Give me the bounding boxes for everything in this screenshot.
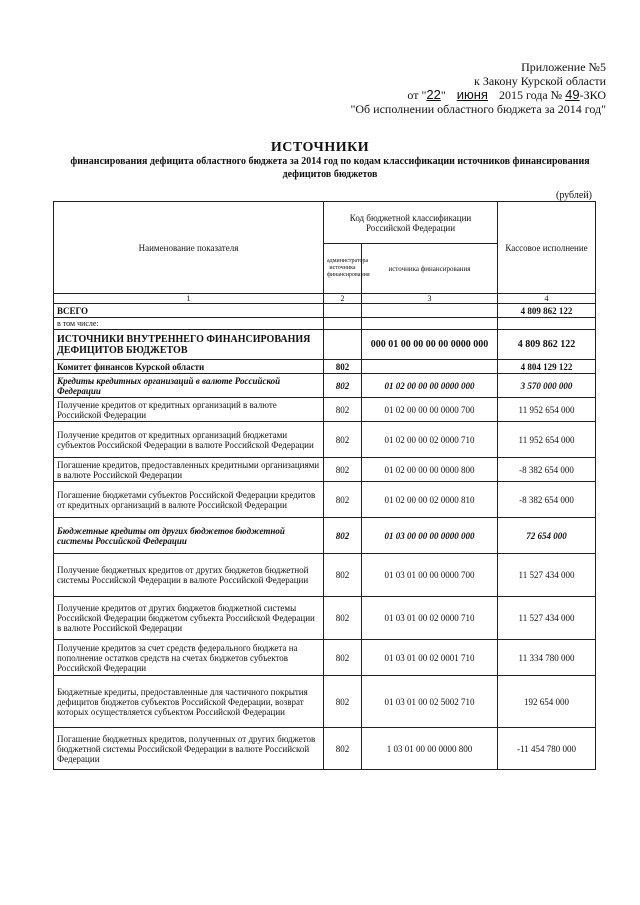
row-admin-code: 802	[324, 597, 362, 640]
sources-table	[53, 201, 596, 770]
row-value: 3 570 000 000	[498, 374, 596, 398]
row-value: 4 809 862 122	[498, 330, 596, 360]
row-admin-code: 802	[324, 554, 362, 597]
row-source-code: 01 02 00 00 02 0000 810	[362, 482, 498, 518]
row-admin-code: 802	[324, 422, 362, 458]
row-value: -8 382 654 000	[498, 482, 596, 518]
row-admin-code: 802	[324, 728, 362, 770]
header-code-group: Код бюджетной классификации Российской Федерации	[324, 202, 498, 244]
table-row	[54, 422, 596, 458]
row-name: Получение кредитов от кредитных организаций бюджетами субъектов Российской Федерации в валюте Российской Федерации	[54, 422, 324, 458]
table-row	[54, 330, 596, 360]
row-name: Кредиты кредитных организаций в валюте Российской Федерации	[54, 374, 324, 398]
row-source-code: 000 01 00 00 00 00 0000 000	[362, 330, 498, 360]
row-name: Погашение кредитов, предоставленных кредитными организациями в валюте Российской Федерации	[54, 458, 324, 482]
row-name: Получение кредитов от кредитных организаций в валюте Российской Федерации	[54, 398, 324, 422]
annex-law-title: "Об исполнении областного бюджета за 2014 год"	[350, 102, 606, 116]
annex-law-number: 49	[565, 87, 580, 102]
row-admin-code: 802	[324, 482, 362, 518]
row-admin-code: 802	[324, 518, 362, 554]
row-source-code: 01 03 01 00 02 0001 710	[362, 640, 498, 676]
row-value	[498, 318, 596, 330]
header-source: источника финансирования	[362, 244, 498, 294]
header-name: Наименование показателя	[54, 202, 324, 294]
row-value: 4 809 862 122	[498, 304, 596, 318]
annex-month: июня	[456, 87, 488, 102]
row-name: Погашение бюджетных кредитов, полученных от других бюджетов бюджетной системы Российской Федерации в валюте Российской Федерации	[54, 728, 324, 770]
row-value: 72 654 000	[498, 518, 596, 554]
column-numbers-row: 1 2 3 4	[54, 294, 596, 304]
row-name: в том числе:	[54, 318, 324, 330]
row-source-code: 01 03 01 00 02 5002 710	[362, 676, 498, 728]
row-value: 11 952 654 000	[498, 398, 596, 422]
header-admin: администратора источника финансирования	[324, 244, 362, 294]
row-admin-code: 802	[324, 360, 362, 374]
row-value: -11 454 780 000	[498, 728, 596, 770]
row-admin-code	[324, 304, 362, 318]
row-value: 192 654 000	[498, 676, 596, 728]
table-row	[54, 318, 596, 330]
row-name: ВСЕГО	[54, 304, 324, 318]
units-label: (рублей)	[555, 190, 592, 201]
row-admin-code: 802	[324, 458, 362, 482]
row-admin-code: 802	[324, 640, 362, 676]
table-row	[54, 728, 596, 770]
row-name: Бюджетные кредиты, предоставленные для частичного покрытия дефицитов бюджетов субъектов Российской Федерации, возврат которых осуществляется субъектом Российской Федерации	[54, 676, 324, 728]
row-name: Комитет финансов Курской области	[54, 360, 324, 374]
row-value: 11 527 434 000	[498, 597, 596, 640]
document-title: ИСТОЧНИКИ	[270, 140, 370, 155]
annex-day: 22	[426, 87, 441, 102]
document-subtitle: финансирования дефицита областного бюджета за 2014 год по кодам классификации источников финансирования дефицитов бюджетов	[70, 156, 590, 180]
row-source-code	[362, 318, 498, 330]
annex-date-line: от "22" июня 2015 года № 49-ЗКО	[407, 87, 606, 102]
row-source-code: 01 02 00 00 00 0000 800	[362, 458, 498, 482]
table-row	[54, 554, 596, 597]
row-admin-code	[324, 318, 362, 330]
row-name: Погашение бюджетами субъектов Российской Федерации кредитов от кредитных организаций в валюте Российской Федерации	[54, 482, 324, 518]
row-value: -8 382 654 000	[498, 458, 596, 482]
row-source-code	[362, 360, 498, 374]
table-row	[54, 360, 596, 374]
row-source-code: 1 03 01 00 00 0000 800	[362, 728, 498, 770]
row-name: Получение бюджетных кредитов от других бюджетов бюджетной системы Российской Федерации в валюте Российской Федерации	[54, 554, 324, 597]
row-value: 11 527 434 000	[498, 554, 596, 597]
table-row	[54, 482, 596, 518]
row-name: Получение кредитов от других бюджетов бюджетной системы Российской Федерации бюджетом субъекта Российской Федерации в валюте Российской Федерации	[54, 597, 324, 640]
row-value: 4 804 129 122	[498, 360, 596, 374]
row-name: Бюджетные кредиты от других бюджетов бюджетной системы Российской Федерации	[54, 518, 324, 554]
row-source-code: 01 02 00 00 02 0000 710	[362, 422, 498, 458]
table-row	[54, 518, 596, 554]
row-name: Получение кредитов за счет средств федерального бюджета на пополнение остатков средств на счетах бюджетов субъектов Российской Федерации	[54, 640, 324, 676]
row-source-code: 01 03 01 00 00 0000 700	[362, 554, 498, 597]
table-row	[54, 304, 596, 318]
row-source-code: 01 03 01 00 02 0000 710	[362, 597, 498, 640]
annex-header	[350, 60, 606, 116]
table-row	[54, 374, 596, 398]
table-row	[54, 597, 596, 640]
table-row	[54, 458, 596, 482]
annex-number: Приложение №5	[521, 60, 606, 74]
table-row	[54, 640, 596, 676]
table-row	[54, 676, 596, 728]
table-row	[54, 398, 596, 422]
annex-law: к Закону Курской области	[474, 74, 606, 88]
header-execution: Кассовое исполнение	[498, 202, 596, 294]
row-source-code: 01 02 00 00 00 0000 700	[362, 398, 498, 422]
row-admin-code	[324, 330, 362, 360]
row-admin-code: 802	[324, 676, 362, 728]
row-value: 11 952 654 000	[498, 422, 596, 458]
row-source-code	[362, 304, 498, 318]
row-source-code: 01 03 00 00 00 0000 000	[362, 518, 498, 554]
row-admin-code: 802	[324, 398, 362, 422]
row-name: ИСТОЧНИКИ ВНУТРЕННЕГО ФИНАНСИРОВАНИЯ ДЕФИЦИТОВ БЮДЖЕТОВ	[54, 330, 324, 360]
row-admin-code: 802	[324, 374, 362, 398]
row-source-code: 01 02 00 00 00 0000 000	[362, 374, 498, 398]
row-value: 11 334 780 000	[498, 640, 596, 676]
